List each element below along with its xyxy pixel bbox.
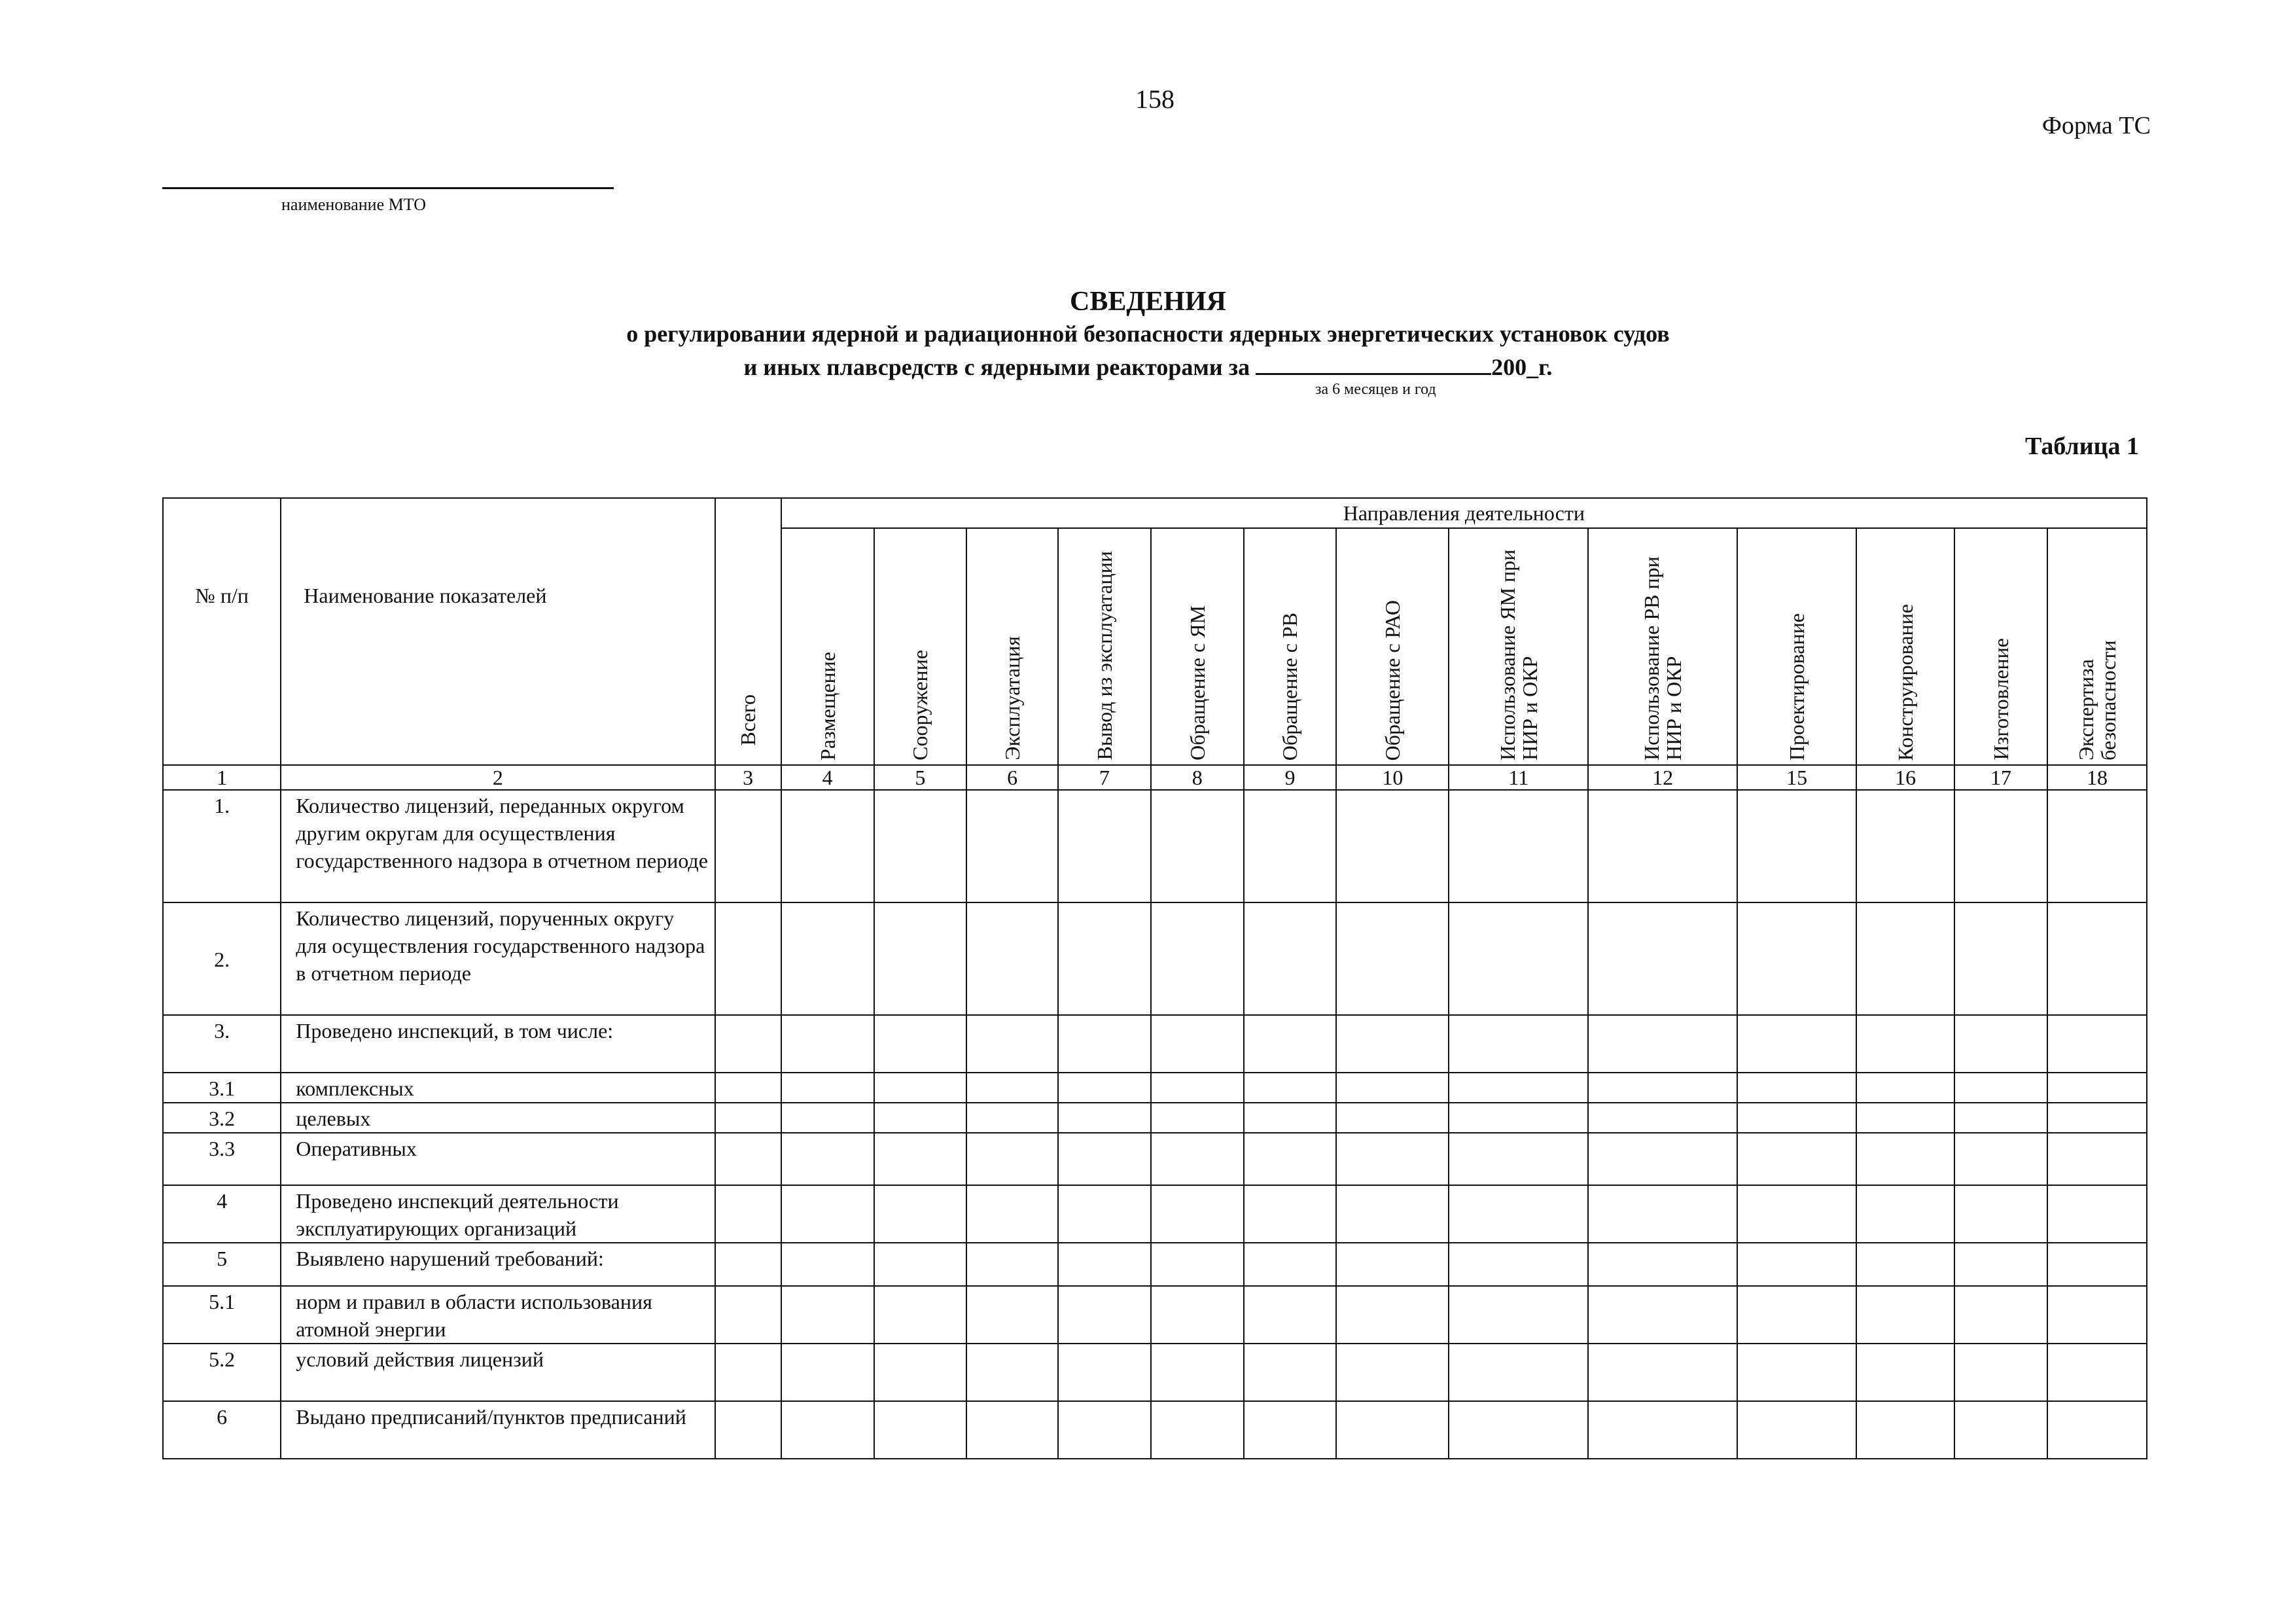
value-cell[interactable] [874,1286,967,1344]
subtitle-line-2-prefix: и иных плавсредств с ядерными реакторами за [743,354,1250,380]
value-cell[interactable] [1856,902,1954,1015]
value-cell[interactable] [1954,1103,2047,1133]
header-activity-11: Конструирование [1856,528,1954,765]
row-number: 4 [163,1185,281,1243]
value-cell[interactable] [1954,1073,2047,1103]
value-cell[interactable] [1449,1133,1588,1185]
value-cell[interactable] [715,790,781,902]
value-cell[interactable] [2047,1286,2147,1344]
table-row [163,902,2147,1015]
header-activity-7: Обращение с РАО [1336,528,1449,765]
value-cell[interactable] [874,1073,967,1103]
value-cell[interactable] [1954,1015,2047,1073]
value-cell[interactable] [1954,1185,2047,1243]
value-cell[interactable] [1151,1015,1244,1073]
column-number-cell: 8 [1151,765,1244,790]
report-table [162,497,2147,1459]
row-number: 2. [163,902,281,1015]
value-cell[interactable] [1737,1015,1856,1073]
value-cell[interactable] [1954,1133,2047,1185]
value-cell[interactable] [966,790,1058,902]
table-row [163,1015,2147,1073]
value-cell[interactable] [874,1015,967,1073]
value-cell[interactable] [1954,1401,2047,1459]
value-cell[interactable] [1058,1286,1151,1344]
value-cell[interactable] [1151,1401,1244,1459]
row-indicator-name: Количество лицензий, порученных округу для осуществления государственного надзора в отчетном периоде [281,902,715,1015]
column-number-cell: 11 [1449,765,1588,790]
value-cell[interactable] [1954,1344,2047,1401]
header-activity-1: Размещение [781,528,874,765]
value-cell[interactable] [1737,1286,1856,1344]
period-hint: за 6 месяцев и год [1315,381,1436,398]
row-indicator-name: Проведено инспекций деятельности эксплуатирующих организаций [281,1185,715,1243]
value-cell[interactable] [715,1015,781,1073]
value-cell[interactable] [1244,1243,1337,1286]
mto-signature-line [162,187,614,189]
header-activity-6: Обращение с РВ [1244,528,1337,765]
column-number-cell: 12 [1588,765,1737,790]
value-cell[interactable] [715,1286,781,1344]
value-cell[interactable] [1058,902,1151,1015]
value-cell[interactable] [781,902,874,1015]
row-number: 5.1 [163,1286,281,1344]
value-cell[interactable] [1336,1103,1449,1133]
value-cell[interactable] [1856,1344,1954,1401]
value-cell[interactable] [1244,1133,1337,1185]
value-cell[interactable] [781,1243,874,1286]
value-cell[interactable] [715,1401,781,1459]
value-cell[interactable] [1244,1103,1337,1133]
value-cell[interactable] [966,1103,1058,1133]
row-indicator-name: Выявлено нарушений требований: [281,1243,715,1286]
header-activity-directions: Направления деятельности [781,498,2147,528]
value-cell[interactable] [1058,1133,1151,1185]
value-cell[interactable] [1588,1344,1737,1401]
row-number: 3. [163,1015,281,1073]
table-label: Таблица 1 [2024,433,2139,460]
value-cell[interactable] [781,1344,874,1401]
header-activity-3: Эксплуатация [966,528,1058,765]
value-cell[interactable] [1588,1103,1737,1133]
table-row [163,1344,2147,1401]
table-row [163,1286,2147,1344]
value-cell[interactable] [966,1015,1058,1073]
value-cell[interactable] [1058,1401,1151,1459]
value-cell[interactable] [2047,1401,2147,1459]
value-cell[interactable] [1856,1286,1954,1344]
value-cell[interactable] [1336,790,1449,902]
value-cell[interactable] [1336,1286,1449,1344]
value-cell[interactable] [1244,1401,1337,1459]
row-indicator-name: Выдано предписаний/пунктов предписаний [281,1401,715,1459]
value-cell[interactable] [874,1243,967,1286]
value-cell[interactable] [966,902,1058,1015]
value-cell[interactable] [874,1185,967,1243]
value-cell[interactable] [2047,1103,2147,1133]
period-blank-field [1256,349,1491,375]
value-cell[interactable] [2047,1133,2147,1185]
value-cell[interactable] [781,1133,874,1185]
value-cell[interactable] [2047,1185,2147,1243]
column-number-cell: 10 [1336,765,1449,790]
value-cell[interactable] [1244,1073,1337,1103]
value-cell[interactable] [1856,1073,1954,1103]
value-cell[interactable] [1058,1015,1151,1073]
value-cell[interactable] [781,1401,874,1459]
value-cell[interactable] [781,1185,874,1243]
value-cell[interactable] [781,1103,874,1133]
value-cell[interactable] [874,1344,967,1401]
form-label: Форма ТС [2041,112,2151,139]
value-cell[interactable] [966,1286,1058,1344]
row-indicator-name: Проведено инспекций, в том числе: [281,1015,715,1073]
value-cell[interactable] [1588,1073,1737,1103]
value-cell[interactable] [1856,790,1954,902]
value-cell[interactable] [715,1103,781,1133]
header-indicator-name: Наименование показателей [281,498,715,765]
column-number-cell: 18 [2047,765,2147,790]
value-cell[interactable] [1336,1401,1449,1459]
value-cell[interactable] [1588,1286,1737,1344]
value-cell[interactable] [715,1073,781,1103]
value-cell[interactable] [715,1133,781,1185]
value-cell[interactable] [1856,1103,1954,1133]
value-cell[interactable] [1151,1103,1244,1133]
header-activity-10: Проектирование [1737,528,1856,765]
value-cell[interactable] [1244,1286,1337,1344]
table-row [163,1133,2147,1185]
header-activity-12: Изготовление [1954,528,2047,765]
value-cell[interactable] [874,1401,967,1459]
value-cell[interactable] [1449,1243,1588,1286]
value-cell[interactable] [874,790,967,902]
row-number: 1. [163,790,281,902]
value-cell[interactable] [1737,1243,1856,1286]
value-cell[interactable] [1058,1243,1151,1286]
header-activity-2: Сооружение [874,528,967,765]
value-cell[interactable] [1954,790,2047,902]
value-cell[interactable] [781,790,874,902]
value-cell[interactable] [1244,1185,1337,1243]
value-cell[interactable] [2047,790,2147,902]
value-cell[interactable] [1588,1243,1737,1286]
value-cell[interactable] [1449,1286,1588,1344]
value-cell[interactable] [1856,1401,1954,1459]
value-cell[interactable] [1449,1344,1588,1401]
value-cell[interactable] [2047,1073,2147,1103]
value-cell[interactable] [781,1015,874,1073]
value-cell[interactable] [1449,1401,1588,1459]
value-cell[interactable] [1058,1103,1151,1133]
value-cell[interactable] [1151,1133,1244,1185]
row-indicator-name: целевых [281,1103,715,1133]
value-cell[interactable] [1058,1185,1151,1243]
value-cell[interactable] [1737,902,1856,1015]
header-total: Всего [715,498,781,765]
row-number: 6 [163,1401,281,1459]
value-cell[interactable] [1336,1344,1449,1401]
column-number-cell: 7 [1058,765,1151,790]
value-cell[interactable] [1449,790,1588,902]
value-cell[interactable] [1336,1185,1449,1243]
row-indicator-name: Количество лицензий, переданных округом другим округам для осуществления государственного надзора в отчетном периоде [281,790,715,902]
value-cell[interactable] [874,1133,967,1185]
column-number-cell: 4 [781,765,874,790]
value-cell[interactable] [966,1401,1058,1459]
document-subtitle-line-1: о регулировании ядерной и радиационной безопасности ядерных энергетических установок судов [626,321,1670,347]
value-cell[interactable] [1336,1015,1449,1073]
value-cell[interactable] [1244,1344,1337,1401]
value-cell[interactable] [1336,1133,1449,1185]
value-cell[interactable] [966,1073,1058,1103]
value-cell[interactable] [1151,790,1244,902]
value-cell[interactable] [715,902,781,1015]
value-cell[interactable] [2047,902,2147,1015]
value-cell[interactable] [715,1185,781,1243]
value-cell[interactable] [1856,1133,1954,1185]
value-cell[interactable] [715,1243,781,1286]
table-row [163,1185,2147,1243]
row-number: 5.2 [163,1344,281,1401]
value-cell[interactable] [1449,1073,1588,1103]
value-cell[interactable] [1737,1344,1856,1401]
header-activity-13: Экспертиза безопасности [2047,528,2147,765]
value-cell[interactable] [874,1103,967,1133]
value-cell[interactable] [1737,1185,1856,1243]
header-activity-8: Использование ЯМ при НИР и ОКР [1449,528,1588,765]
value-cell[interactable] [1336,1073,1449,1103]
row-indicator-name: условий действия лицензий [281,1344,715,1401]
table-body [163,790,2147,1459]
value-cell[interactable] [1737,1133,1856,1185]
value-cell[interactable] [1954,1243,2047,1286]
column-number-cell: 5 [874,765,967,790]
column-number-cell: 2 [281,765,715,790]
page-number: 158 [1135,84,1174,114]
table-row [163,1073,2147,1103]
column-number-cell: 9 [1244,765,1337,790]
value-cell[interactable] [2047,1015,2147,1073]
value-cell[interactable] [1954,902,2047,1015]
value-cell[interactable] [781,1286,874,1344]
value-cell[interactable] [1588,1015,1737,1073]
row-number: 3.1 [163,1073,281,1103]
table-row [163,1401,2147,1459]
table-row [163,790,2147,902]
header-activity-5: Обращение с ЯМ [1151,528,1244,765]
value-cell[interactable] [1151,1185,1244,1243]
value-cell[interactable] [1588,1401,1737,1459]
value-cell[interactable] [1151,1286,1244,1344]
row-indicator-name: Оперативных [281,1133,715,1185]
value-cell[interactable] [1737,1103,1856,1133]
column-number-cell: 1 [163,765,281,790]
value-cell[interactable] [874,902,967,1015]
row-indicator-name: комплексных [281,1073,715,1103]
document-subtitle-line-2 [0,349,2296,383]
column-number-cell: 3 [715,765,781,790]
value-cell[interactable] [966,1185,1058,1243]
table-row [163,1243,2147,1286]
value-cell[interactable] [1244,1015,1337,1073]
value-cell[interactable] [781,1073,874,1103]
value-cell[interactable] [1449,1015,1588,1073]
header-activity-4: Вывод из эксплуатации [1058,528,1151,765]
row-indicator-name: норм и правил в области использования атомной энергии [281,1286,715,1344]
column-number-cell: 15 [1737,765,1856,790]
value-cell[interactable] [1954,1286,2047,1344]
value-cell[interactable] [1737,1073,1856,1103]
value-cell[interactable] [966,1344,1058,1401]
column-number-cell: 6 [966,765,1058,790]
value-cell[interactable] [1151,1243,1244,1286]
value-cell[interactable] [1449,1185,1588,1243]
value-cell[interactable] [1151,1073,1244,1103]
subtitle-line-2-suffix: 200_г. [1491,354,1553,380]
value-cell[interactable] [1588,1185,1737,1243]
row-number: 5 [163,1243,281,1286]
value-cell[interactable] [715,1344,781,1401]
value-cell[interactable] [1058,1344,1151,1401]
value-cell[interactable] [1058,1073,1151,1103]
value-cell[interactable] [2047,1344,2147,1401]
value-cell[interactable] [966,1133,1058,1185]
value-cell[interactable] [1449,1103,1588,1133]
value-cell[interactable] [1588,1133,1737,1185]
document-title: СВЕДЕНИЯ [1070,287,1226,317]
value-cell[interactable] [1336,902,1449,1015]
value-cell[interactable] [1588,902,1737,1015]
value-cell[interactable] [1244,790,1337,902]
header-num: № п/п [163,498,281,765]
value-cell[interactable] [1449,902,1588,1015]
value-cell[interactable] [1058,790,1151,902]
value-cell[interactable] [1737,1401,1856,1459]
value-cell[interactable] [1856,1185,1954,1243]
column-number-row [163,765,2147,790]
header-activity-9: Использование РВ при НИР и ОКР [1588,528,1737,765]
value-cell[interactable] [1244,902,1337,1015]
value-cell[interactable] [966,1243,1058,1286]
row-number: 3.3 [163,1133,281,1185]
column-number-cell: 17 [1954,765,2047,790]
value-cell[interactable] [1151,1344,1244,1401]
column-number-cell: 16 [1856,765,1954,790]
value-cell[interactable] [2047,1243,2147,1286]
value-cell[interactable] [1856,1015,1954,1073]
value-cell[interactable] [1737,790,1856,902]
value-cell[interactable] [1336,1243,1449,1286]
value-cell[interactable] [1151,902,1244,1015]
row-number: 3.2 [163,1103,281,1133]
value-cell[interactable] [1856,1243,1954,1286]
title-block [0,285,2296,383]
value-cell[interactable] [1588,790,1737,902]
table-row [163,1103,2147,1133]
mto-caption: наименование МТО [281,195,427,214]
